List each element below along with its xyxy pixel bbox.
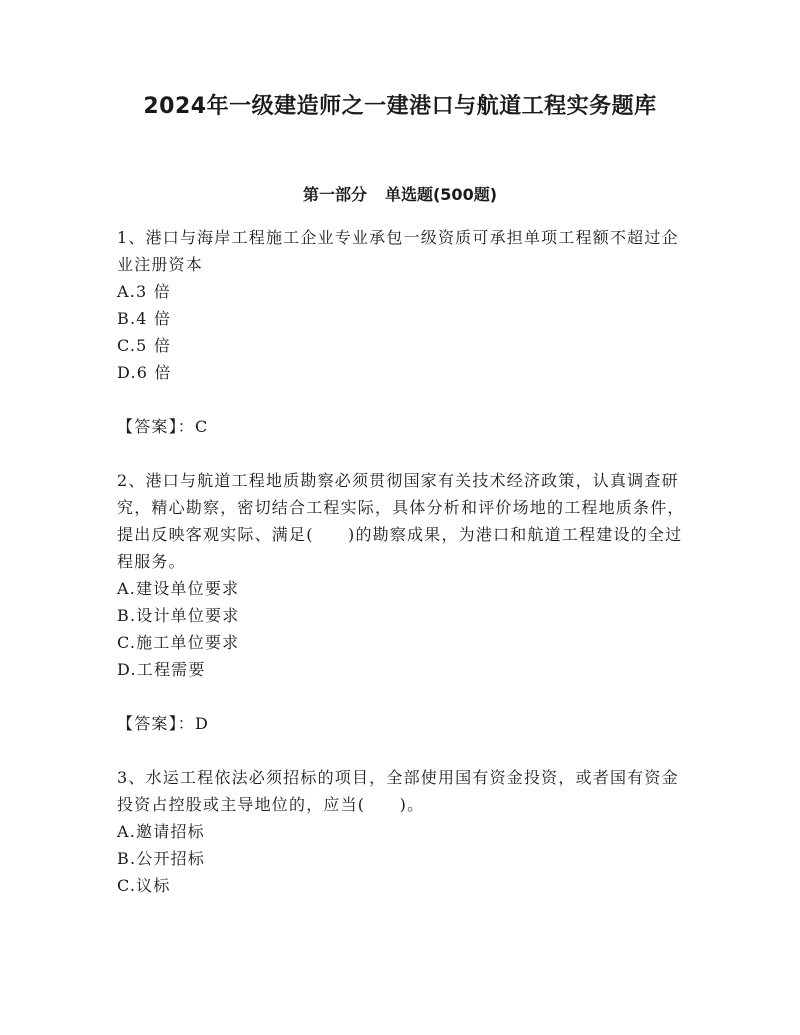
answer-line — [117, 413, 687, 440]
option-a: A.3 倍 — [117, 282, 171, 301]
question-text: 2、港口与航道工程地质勘察必须贯彻国家有关技术经济政策，认真调查研究，精心勘察，密切结合工程实际，具体分析和评价场地的工程地质条件，提出反映客观实际、满足( )的勘察成果，为港口和航道工程建设的全过程服务。 — [117, 471, 685, 571]
section-name: 单选题(500题) — [384, 185, 498, 204]
question-list — [117, 224, 687, 899]
question-item — [117, 764, 687, 899]
document-title: 2024年一级建造师之一建港口与航道工程实务题库 — [143, 94, 657, 119]
question-text: 1、港口与海岸工程施工企业专业承包一级资质可承担单项工程额不超过企业注册资本 — [117, 228, 679, 274]
option-b: B.设计单位要求 — [117, 606, 240, 625]
option-d: D.6 倍 — [117, 363, 172, 382]
question-item — [117, 467, 687, 737]
option-b: B.4 倍 — [117, 309, 172, 328]
option-a: A.邀请招标 — [117, 822, 205, 841]
option-a: A.建设单位要求 — [117, 579, 240, 598]
section-heading — [0, 183, 800, 207]
answer-label: 【答案】： — [117, 714, 196, 733]
option-d: D.工程需要 — [117, 660, 206, 679]
answer-line — [117, 710, 687, 737]
section-part: 第一部分 — [302, 185, 367, 204]
option-b: B.公开招标 — [117, 849, 206, 868]
option-c: C.施工单位要求 — [117, 633, 240, 652]
question-item — [117, 224, 687, 440]
option-c: C.5 倍 — [117, 336, 172, 355]
option-c: C.议标 — [117, 876, 171, 895]
answer-value: C — [195, 417, 209, 436]
answer-value: D — [195, 714, 210, 733]
question-text: 3、水运工程依法必须招标的项目，全部使用国有资金投资，或者国有资金投资占控股或主导地位的，应当( )。 — [117, 768, 679, 814]
answer-label: 【答案】： — [117, 417, 196, 436]
